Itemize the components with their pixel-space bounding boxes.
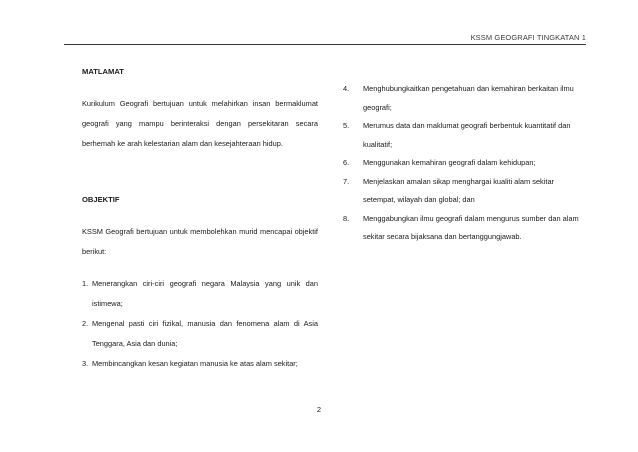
list-item-text: Mengenal pasti ciri fizikal, manusia dan fenomena alam di Asia Tenggara, Asia dan dunia; <box>92 319 318 348</box>
list-item-number: 3. <box>82 359 89 368</box>
objektif-heading: OBJEKTIF <box>82 195 120 204</box>
objektif-intro: KSSM Geografi bertujuan untuk membolehkan murid mencapai objektif berikut: <box>82 227 318 256</box>
list-item-number: 5. <box>343 121 350 130</box>
list-item <box>343 80 583 117</box>
matlamat-heading: MATLAMAT <box>82 67 124 76</box>
list-item-number: 6. <box>343 158 350 167</box>
list-item-number: 8. <box>343 213 350 223</box>
objektif-list-continued <box>343 80 583 247</box>
objektif-list <box>82 274 318 374</box>
list-item <box>343 154 583 173</box>
list-item <box>343 173 583 210</box>
header-divider <box>64 44 586 45</box>
list-item-number: 1. <box>82 279 89 288</box>
list-item-text: Membincangkan kesan kegiatan manusia ke atas alam sekitar; <box>92 359 298 368</box>
right-column <box>343 80 583 247</box>
running-header: KSSM GEOGRAFI TINGKATAN 1 <box>470 33 586 42</box>
list-item-number: 4. <box>343 84 350 93</box>
page-number: 2 <box>316 405 322 414</box>
list-item <box>82 274 318 314</box>
list-item-text: Menghubungkaitkan pengetahuan dan kemahiran berkaitan ilmu geografi; <box>363 84 574 112</box>
list-item-number: 2. <box>82 319 89 328</box>
spacer <box>82 82 318 94</box>
matlamat-paragraph: Kurikulum Geografi bertujuan untuk melahirkan insan bermaklumat geografi yang mampu berinteraksi dengan persekitaran secara berhemah ke arah kelestarian alam dan kesejahteraan hidup. <box>82 99 318 148</box>
list-item-text: Menjelaskan amalan sikap menghargai kualiti alam sekitar setempat, wilayah dan global; dan <box>363 176 555 204</box>
list-item <box>343 210 583 247</box>
list-item <box>82 354 318 374</box>
list-item-text: Menerangkan ciri-ciri geografi negara Malaysia yang unik dan istimewa; <box>92 279 318 308</box>
list-item-text: Menggunakan kemahiran geografi dalam kehidupan; <box>363 158 536 167</box>
list-item-number: 7. <box>343 176 350 186</box>
list-item-text: Merumus data dan maklumat geografi berbentuk kuantitatif dan kualitatif; <box>363 121 571 149</box>
spacer <box>82 262 318 274</box>
list-item <box>82 314 318 354</box>
list-item <box>343 117 583 154</box>
left-column <box>82 62 318 374</box>
spacer <box>82 154 318 190</box>
spacer <box>82 210 318 222</box>
list-item-text: Menggabungkan ilmu geografi dalam mengurus sumber dan alam sekitar secara bijaksana dan bertanggungjawab. <box>363 213 579 241</box>
